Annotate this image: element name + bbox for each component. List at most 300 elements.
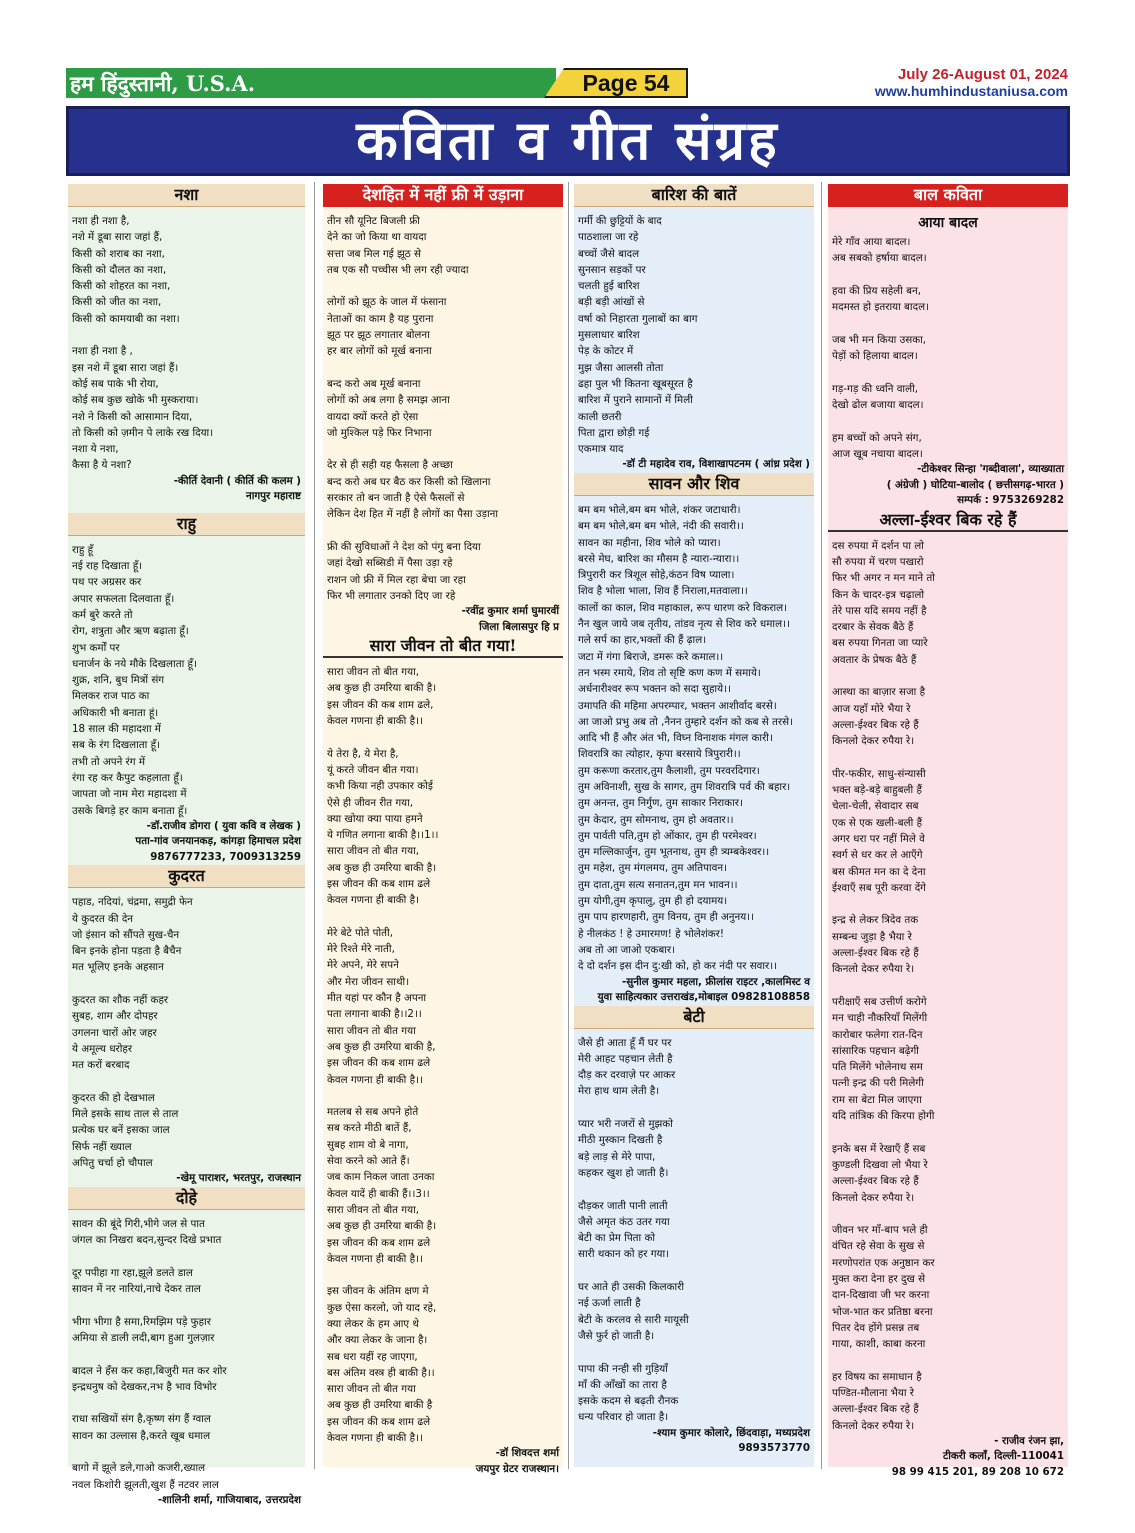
column-4 bbox=[828, 184, 1068, 1478]
poem-line bbox=[832, 1206, 1064, 1222]
poem-line: जैसे फुर्र हो जाती है। bbox=[578, 1329, 655, 1342]
poem-line bbox=[832, 896, 1064, 912]
poem-line: केवल गणना ही बाकी है।। bbox=[327, 1073, 423, 1086]
poem-line: राहु हूँ bbox=[72, 543, 94, 556]
poem-line: सिर्फ नहीं ख्याल bbox=[72, 1140, 132, 1153]
poem-line: 18 साल की महादशा में bbox=[72, 723, 161, 736]
poem-line: बादल ने हँस कर कहा,बिजुरी मत कर शोर bbox=[72, 1364, 227, 1377]
poem-line: राशन जो फ्री में मिल रहा बेचा जा रहा bbox=[327, 573, 466, 586]
poem-line: रोग, शत्रुता और ऋण बढ़ाता हूँ। bbox=[72, 625, 189, 638]
poem-line: शुक्र, शनि, बुध मित्रों संग bbox=[72, 674, 165, 687]
poem-line: प्रत्येक घर बनें इसका जाल bbox=[72, 1124, 170, 1137]
poem-line bbox=[72, 1444, 301, 1460]
poem-line bbox=[578, 1100, 810, 1116]
poem-line: हवा की प्रिय सहेली बन, bbox=[832, 284, 921, 297]
poem-line: हर विषय का समाधान है bbox=[832, 1370, 922, 1383]
poem-line: ऐसे ही जीवन रीत गया, bbox=[327, 796, 414, 809]
poem-line: कर्म बुरे करते तो bbox=[72, 608, 133, 621]
poem-line: लोगों को झूठ के जाल में फंसाना bbox=[327, 296, 447, 309]
poem-line: और क्या लेकर के जाना है। bbox=[327, 1334, 428, 1347]
poem-line: ढहा पुल भी कितना खूबसूरत है bbox=[578, 377, 693, 390]
poem-line: सारा जीवन तो बीत गया, bbox=[327, 1203, 420, 1216]
poem-line: झूठ पर झूठ लगातार बोलना bbox=[327, 329, 430, 342]
poem-line: नशा ये नशा, bbox=[72, 443, 119, 456]
poem-line: जटा में गंगा बिराजे, डमरू करे कमाल।। bbox=[578, 650, 724, 663]
poem-line bbox=[72, 1248, 301, 1264]
poem-line: नेताओं का काम है यह पुराना bbox=[327, 312, 434, 325]
poem-line: शुभ कर्मों पर bbox=[72, 641, 120, 654]
poem-line: कुछ ऐसा करलो, जो याद रहे, bbox=[327, 1301, 437, 1314]
poem-line: सम्बन्ध जुड़ा है भैया रे bbox=[832, 930, 912, 943]
poem-line: अब तो आ जाओ एकबार। bbox=[578, 943, 676, 956]
poem-line: इस नशे में डूबा सारा जहां हैं। bbox=[72, 361, 179, 374]
poem-line bbox=[72, 1074, 301, 1090]
poem-line: बच्चों जैसे बादल bbox=[578, 247, 640, 260]
poem-line: यदि तांत्रिक की किरपा होगी bbox=[832, 1110, 935, 1123]
column-divider bbox=[314, 182, 315, 1469]
poem-line: अब कुछ ही उमरिया बाकी है। bbox=[327, 682, 437, 695]
poem-line: किनलो देकर रुपैया रे। bbox=[832, 1191, 915, 1204]
poem-line: वर्षा को निहारता गुलाबों का बाग bbox=[578, 312, 698, 325]
poem-body bbox=[323, 213, 563, 604]
poem-title: बाल कविता bbox=[828, 184, 1068, 207]
poem-line: पीर-फकीर, साधु-संन्यासी bbox=[832, 767, 926, 780]
poem-line: पाठशाला जा रहे bbox=[578, 231, 639, 244]
poem-line: बेटी के करलव से सारी मायूसी bbox=[578, 1313, 689, 1326]
poem-line: तुम पाप हारणहारी, तुम विनय, तुम ही अनुनय।। bbox=[578, 911, 754, 924]
poem-line: जापता जो नाम मेरा महादशा में bbox=[72, 788, 187, 801]
poem-line: मुक्त करा देना हर दुख से bbox=[832, 1273, 926, 1286]
poem-line bbox=[327, 909, 559, 925]
poet-credit: -टीकेश्वर सिन्हा 'गब्दीवाला', व्याख्याता bbox=[917, 463, 1064, 476]
poem-line: पेड़ों को हिलाया बादल। bbox=[832, 350, 918, 363]
poem-line: दूर पपीहा गा रहा,झूले डलते डाल bbox=[72, 1266, 193, 1279]
poem-line: गर्मी की छुट्टियों के बाद bbox=[578, 215, 662, 227]
poem-line: जब काम निकल जाता उनका bbox=[327, 1171, 435, 1184]
poem-line: तभी तो अपने रंग में bbox=[72, 755, 145, 768]
poem-line: मेरे गाँव आया बादल। bbox=[832, 236, 911, 248]
section-banner bbox=[66, 106, 1070, 176]
poem-line: कोई सब कुछ खोके भी मुस्कराया। bbox=[72, 394, 199, 407]
poem-line: फ्री की सुविधाओं ने देश को पंगु बना दिया bbox=[327, 540, 481, 553]
poem-line: सुनसान सड़कों पर bbox=[578, 263, 646, 276]
poet-credit: -सुनील कुमार महला, फ्रीलांस राइटर ,कालमिस्ट व bbox=[622, 975, 810, 988]
poet-location: नागपुर महाराष्ट bbox=[245, 490, 301, 503]
poem-line: सेवा करने को आते हैं। bbox=[327, 1155, 410, 1168]
poet-location: ( अंग्रेजी ) घोटिया-बालोद ( छत्तीसगढ़-भारत ) bbox=[886, 478, 1064, 491]
poem-line: हर बार लोगों को मूर्ख बनाना bbox=[327, 345, 432, 358]
poem-line: नई राह दिखाता हूँ। bbox=[72, 560, 143, 573]
poem-line: कुदरत की हो देखभाल bbox=[72, 1091, 155, 1104]
poem-line: तुम अनन्त, तुम निर्गुण, तुम साकार निराकार। bbox=[578, 797, 743, 810]
poem-line: फिर भी लगातार उनको दिए जा रहे bbox=[327, 589, 456, 602]
poem-title: सारा जीवन तो बीत गया! bbox=[323, 635, 563, 658]
poem-line: मेरे अपने, मेरे सपने bbox=[327, 959, 399, 972]
poem-line: अब कुछ ही उमरिया बाकी है। bbox=[327, 861, 437, 874]
poem-line bbox=[832, 1353, 1064, 1369]
poem-line: बड़ी बड़ी आंखों से bbox=[578, 296, 645, 309]
column-divider bbox=[821, 182, 822, 1469]
poem-line: राधा सखियों संग है,कृष्ण संग हैं ग्वाल bbox=[72, 1413, 211, 1426]
poem-line bbox=[832, 267, 1064, 283]
poem-line: नैन खुल जाये जब तृतीय, तांडव नृत्य से शिव करे धमाल।। bbox=[578, 618, 790, 631]
column-1 bbox=[68, 184, 305, 1506]
poem-line: मत करों बरबाद bbox=[72, 1059, 130, 1072]
column-divider bbox=[568, 182, 569, 1469]
poem-line: दरबार के सेवक बैठे हैं bbox=[832, 621, 914, 634]
poet-credit: -श्याम कुमार कोलारे, छिंदवाड़ा, मध्यप्रदेश bbox=[652, 1426, 810, 1439]
issue-date: July 26-August 01, 2024 bbox=[897, 66, 1068, 83]
poem-line: बम बम भोले,बम बम भोले, नंदी की सवारी।। bbox=[578, 520, 744, 533]
poet-phone: 98 99 415 201, 89 208 10 672 bbox=[891, 1465, 1064, 1478]
poem-line bbox=[327, 1267, 559, 1283]
poem-line: कैसा है ये नशा? bbox=[72, 459, 132, 472]
poem-title: कुदरत bbox=[68, 865, 305, 888]
poem-line: देखो ढोल बजाया बादल। bbox=[832, 398, 924, 411]
poet-phone: सम्पर्क : 9753269282 bbox=[957, 494, 1064, 507]
poem-line: दान-दिखावा जी भर करना bbox=[832, 1289, 930, 1302]
poem-body bbox=[828, 234, 1068, 462]
poem-line: बस अंतिम वस्त्र ही बाकी है।। bbox=[327, 1366, 435, 1379]
poet-location: जयपुर ग्रेटर राजस्थान। bbox=[475, 1462, 559, 1475]
poem-line: सावन की बूंदे गिरी,भीगे जल से पात bbox=[72, 1217, 205, 1230]
poem-line: जो इंसान को सौंपते सुख-चैन bbox=[72, 928, 180, 941]
poem-line: बन्द करो अब घर बैठ कर किसी को खिलाना bbox=[327, 475, 491, 488]
poet-credit: - राजीव रंजन झा, bbox=[994, 1434, 1064, 1447]
poem-line: बस रुपया गिनता जा प्यारे bbox=[832, 637, 928, 650]
poet-credit: -डॉ.राजीव डोगरा ( युवा कवि व लेखक ) bbox=[146, 819, 301, 832]
poem-body bbox=[323, 664, 563, 1446]
poem-line: बेटी का प्रेम पिता को bbox=[578, 1232, 656, 1245]
poem-line: अब कुछ ही उमरिया बाकी है। bbox=[327, 1220, 437, 1233]
poem-line: मेरे बेटे पोते पोती, bbox=[327, 926, 393, 939]
poem-line: मदमस्त हो इतराया बादल। bbox=[832, 301, 929, 314]
poem-title: देशहित में नहीं फ्री में उड़ाना bbox=[323, 184, 563, 207]
poet-phone: 9893573770 bbox=[738, 1442, 810, 1455]
poem-line: तन भस्म रमाये, शिव तो सृष्टि कण कण में समाये। bbox=[578, 666, 761, 679]
poem-line: आदि भी हैं और अंत भी, विघ्न विनाशक मंगल कारी। bbox=[578, 732, 773, 745]
poem-line: अपार सफलता दिलवाता हूँ। bbox=[72, 592, 175, 605]
poem-line: किसी को शोहरत का नशा, bbox=[72, 280, 171, 293]
poem-title: बारिश की बातें bbox=[574, 184, 814, 207]
poem-line: इन्द्रधनुष को देखकर,नभ है भाव विभोर bbox=[72, 1380, 217, 1393]
poem-line: मिले इसके साथ ताल से ताल bbox=[72, 1108, 179, 1121]
poem-line: गले सर्प का हार,भक्तों की हैं ढ़ाल। bbox=[578, 634, 707, 647]
poem-line: तब एक सौ पच्चीस भी लग रही ज्यादा bbox=[327, 263, 469, 276]
poem-line: जब भी मन किया उसका, bbox=[832, 333, 927, 346]
poem-line: बस कीमत मन का दे देना bbox=[832, 865, 926, 878]
poem-title: राहु bbox=[68, 513, 305, 536]
poem-line: पति मिलेंगे भोलेनाथ सम bbox=[832, 1061, 923, 1074]
poet-credit: -डॉ शिवदत्त शर्मा bbox=[495, 1447, 559, 1460]
poem-line: लोगों को अब लगा है समझ आना bbox=[327, 394, 450, 407]
poem-line: मत भूलिए इनके अहसान bbox=[72, 961, 164, 974]
poem-line: अल्ला-ईश्वर बिक रहे हैं bbox=[832, 1403, 919, 1416]
poem-line: आज खूब नचाया बादल। bbox=[832, 447, 923, 460]
poem-line: नशा ही नशा है , bbox=[72, 345, 133, 358]
poem-line: जंगल का निखरा बदन,सुन्दर दिखे प्रभात bbox=[72, 1234, 222, 1247]
poet-credit: -रवींद्र कुमार शर्मा घुमारवीं bbox=[461, 605, 559, 618]
poet-credit: -खेमू पाराशर, भरतपुर, राजस्थान bbox=[176, 1172, 301, 1185]
poem-line: प्यार भरी नजरों से मुझको bbox=[578, 1118, 673, 1131]
poem-line: मिलकर राज पाठ का bbox=[72, 690, 150, 703]
poem-line: लेकिन देश हित में नहीं है लोगों का पैसा उड़ाना bbox=[327, 508, 499, 521]
poem-line: दे दो दर्शन इस दीन दु:खी को, हो कर नंदी पर सवार।। bbox=[578, 960, 778, 973]
poem-line: अल्ला-ईश्वर बिक रहे हैं bbox=[832, 718, 919, 731]
poem-line: इस जीवन की कब शाम ढले bbox=[327, 1415, 431, 1428]
masthead-title: हम हिंदुस्तानी, U.S.A. bbox=[70, 71, 256, 96]
poem-body bbox=[68, 213, 305, 474]
poem-line: दौड़कर जाती पानी लाती bbox=[578, 1199, 668, 1212]
poem-line: तीन सौ यूनिट बिजली फ्री bbox=[327, 215, 420, 227]
poem-line: इन्द्र से लेकर त्रिदेव तक bbox=[832, 914, 919, 927]
poem-line bbox=[578, 1181, 810, 1197]
poem-line: बरसे मेघ, बारिश का मौसम है न्यारा-न्यारा।। bbox=[578, 552, 740, 565]
poem-line: तुम मल्लिकार्जुन, तुम भूतनाथ, तुम ही त्र्यम्बकेश्वर।। bbox=[578, 846, 770, 859]
poem-line: रंगा रह कर कैपुट कहलाता हूँ। bbox=[72, 771, 183, 784]
poem-line: राम सा बेटा मिल जाएगा bbox=[832, 1093, 922, 1106]
poem-line bbox=[832, 978, 1064, 994]
poem-line: मीत यहां पर कौन है अपना bbox=[327, 992, 427, 1005]
poet-phone: 9876777233, 7009313259 bbox=[150, 850, 301, 863]
poet-contact: युवा साहित्यकार उत्तराखंड,मोबाइल 09828108858 bbox=[597, 991, 810, 1004]
poem-line bbox=[72, 1395, 301, 1411]
poem-line: हे नीलकंठ ! हे उमारमण! हे भोलेशंकर! bbox=[578, 927, 724, 940]
poem-line: और मेरा जीवन साथी। bbox=[327, 975, 410, 988]
poem-line: किसी को जीत का नशा, bbox=[72, 296, 162, 309]
poem-line: केवल यादें ही बाकी हैं।।3।। bbox=[327, 1187, 430, 1200]
poem-line: अर्धनारीश्वर रूप भक्तन को सदा सुहाये।। bbox=[578, 683, 731, 696]
poem-line bbox=[327, 441, 559, 457]
poem-line: किनलो देकर रुपैया रे। bbox=[832, 1419, 915, 1432]
poem-line bbox=[832, 315, 1064, 331]
poem-line: सब के रंग दिखलाता हूँ। bbox=[72, 739, 160, 752]
poem-line bbox=[832, 750, 1064, 766]
poem-line: बागो में झूले डले,गाओ कजरी,ख्याल bbox=[72, 1462, 206, 1475]
poem-line: ये तेरा है, ये मेरा है, bbox=[327, 747, 399, 760]
poem-body bbox=[68, 894, 305, 1171]
poem-line: माँ की आँखों का तारा है bbox=[578, 1378, 667, 1391]
poem-line: दौड़ कर दरवाज़े पर आकर bbox=[578, 1069, 676, 1082]
poem-line: इसके कदम से बढ़ती रौनक bbox=[578, 1395, 679, 1408]
poem-line bbox=[832, 668, 1064, 684]
poem-line: बन्द करो अब मूर्ख बनाना bbox=[327, 377, 421, 390]
poem-line: मेरी आहट पहचान लेती है bbox=[578, 1052, 673, 1065]
poem-line: हम बच्चों को अपने संग, bbox=[832, 431, 922, 444]
poem-line: सब करते मीठी बातें हैं, bbox=[327, 1122, 412, 1135]
poem-line: दस रुपया में दर्शन पा लो bbox=[832, 539, 924, 552]
poem-line: कभी किया नही उपकार कोई bbox=[327, 780, 433, 793]
poem-line: देने का जो किया था वायदा bbox=[327, 231, 427, 244]
poem-line bbox=[832, 413, 1064, 429]
poem-line: केवल गणना ही बाकी है।। bbox=[327, 1252, 423, 1265]
poem-line: तुम करूणा करतार,तुम कैलाशी, तुम परवरदिगार। bbox=[578, 764, 760, 777]
poem-line: ये अमूल्य धरोहर bbox=[72, 1042, 133, 1055]
poem-line: यूं करते जीवन बीत गया। bbox=[327, 763, 419, 776]
poem-line: एकमात्र याद bbox=[578, 443, 624, 456]
poem-title: सावन और शिव bbox=[574, 473, 814, 496]
poet-location: जिला बिलासपुर हि प्र bbox=[479, 620, 559, 633]
poem-line: आज यहाँ मोरे भैया रे bbox=[832, 702, 911, 715]
poem-line: पितर देव होंगे प्रसन्न तब bbox=[832, 1321, 920, 1334]
poem-line: तुम अविनाशी, सुख के सागर, तुम शिवरात्रि पर्व की बहार। bbox=[578, 781, 791, 793]
poem-line: कुदरत का शौक नहीं कहर bbox=[72, 994, 169, 1007]
poem-line: तुम योगी,तुम कृपालु, तुम ही हो दयामय। bbox=[578, 895, 728, 908]
poem-line: सत्ता जब मिल गई झूठ से bbox=[327, 247, 422, 260]
poem-line: शिवरात्रि का त्योहार, कृपा बरसाये त्रिपुरारी।। bbox=[578, 748, 741, 761]
poem-line: सारा जीवन तो बीत गया bbox=[327, 1024, 416, 1037]
poem-line: सारा जीवन तो बीत गया, bbox=[327, 845, 420, 858]
poem-line: पापा की नन्ही सी गुड़ियाँ bbox=[578, 1362, 668, 1375]
poem-line: अब कुछ ही उमरिया बाकी है bbox=[327, 1399, 433, 1412]
poem-line: सारा जीवन तो बीत गया, bbox=[327, 666, 420, 679]
banner-title: कविता व गीत संग्रह bbox=[356, 109, 780, 172]
poem-line: क्या लेकर के हम आए थे bbox=[327, 1318, 419, 1330]
poem-line: मरणोपरांत एक अनुष्ठान कर bbox=[832, 1256, 935, 1269]
poem-line: ये कुदरत की देन bbox=[72, 912, 134, 925]
poem-line: परीक्षाएँ सब उत्तीर्ण करोगे bbox=[832, 995, 927, 1008]
poem-line: काली छतरी bbox=[578, 410, 622, 423]
poem-line: कुण्डली दिखवा लो भैया रे bbox=[832, 1158, 928, 1171]
poem-line: भोज-भात कर प्रतिष्ठा बरना bbox=[832, 1305, 933, 1318]
poem-line: तेरे पास यदि समय नहीं है bbox=[832, 604, 927, 617]
poem-line: जो मुश्किल पड़े फिर निभाना bbox=[327, 426, 432, 439]
poem-line: तुम पार्वती पति,तुम हो ओंकार, तुम ही परमेश्वर। bbox=[578, 829, 757, 842]
poem-line: वायदा क्यों करते हो ऐसा bbox=[327, 410, 419, 423]
poem-line: मुसलाधार बारिश bbox=[578, 329, 640, 342]
poem-line: सब धरा यहीं रह जाएगा, bbox=[327, 1350, 418, 1363]
poem-line bbox=[832, 364, 1064, 380]
poem-line: सौ रुपया में चरण पखारो bbox=[832, 555, 924, 568]
poem-line: शिव है भोला भाला, शिव हैं निराला,मतवाला।। bbox=[578, 585, 748, 598]
poem-title: नशा bbox=[68, 184, 305, 207]
poem-line: सारा जीवन तो बीत गया bbox=[327, 1383, 416, 1396]
website-link[interactable]: www.humhindustaniusa.com bbox=[874, 83, 1068, 99]
poet-location: पता-गांव जनयानकड़, कांगड़ा हिमाचल प्रदेश bbox=[135, 835, 301, 848]
poem-line bbox=[578, 1263, 810, 1279]
poem-line: केवल गणना ही बाकी है।। bbox=[327, 715, 423, 728]
poem-line: मेरा हाथ थाम लेती है। bbox=[578, 1085, 660, 1098]
poem-line: पता लगाना बाकी है।।2।। bbox=[327, 1008, 422, 1021]
poem-line: कहकर खुश हो जाती है। bbox=[578, 1166, 669, 1179]
poem-line: इस जीवन की कब शाम ढले bbox=[327, 877, 431, 890]
poem-line: चेला-चेली, सेवादार सब bbox=[832, 800, 919, 813]
poem-line: पथ पर अग्रसर कर bbox=[72, 576, 142, 589]
poem-title: दोहे bbox=[68, 1187, 305, 1210]
poem-line: अल्ला-ईश्वर बिक रहे हैं bbox=[832, 947, 919, 960]
poem-line: भीगा भीगा है समा,रिमझिम पड़े फुहार bbox=[72, 1315, 211, 1328]
poet-credit: -डॉ टी महादेव राव, विशाखापटनम ( आंध्र प्रदेश ) bbox=[622, 458, 810, 471]
poem-line: तुम केदार, तुम सोमनाथ, तुम हो अवतार।। bbox=[578, 813, 734, 826]
poem-line: सावन का महीना, शिव भोले को प्यारा। bbox=[578, 536, 721, 549]
poem-line bbox=[72, 327, 301, 343]
poem-body bbox=[574, 502, 814, 975]
poem-line: त्रिपुरारी कर त्रिशूल सोहे,कंठन विष प्याला। bbox=[578, 569, 735, 582]
poem-line: पहाड, नदियां, चंद्रमा, समुद्री फेन bbox=[72, 896, 193, 909]
poem-line: मीठी मुस्कान दिखती है bbox=[578, 1134, 663, 1147]
poem-line: सुबह शाम वो बे नागा, bbox=[327, 1138, 409, 1151]
poem-line: पिता द्वारा छोड़ी गई bbox=[578, 426, 650, 439]
poem-title: बेटी bbox=[574, 1006, 814, 1029]
poem-line: जहां देखो सब्सिडी में पैसा उड़ा रहे bbox=[327, 557, 453, 570]
poem-line: किसी को शराब का नशा, bbox=[72, 247, 165, 260]
poem-line: अधिकारी भी बनाता हूं। bbox=[72, 706, 159, 719]
poem-line: बम बम भोले,बम बम भोले, शंकर जटाधारी। bbox=[578, 503, 741, 516]
poem-line: इस जीवन की कब शाम ढले, bbox=[327, 698, 434, 711]
poem-line: इस जीवन की कब शाम ढले bbox=[327, 1057, 431, 1070]
poem-line: अवतार के प्रेषक बैठे हैं bbox=[832, 653, 917, 666]
poem-line: सारी थकान को हर गया। bbox=[578, 1248, 670, 1261]
poem-line: एक से एक खली-बली हैं bbox=[832, 816, 923, 829]
poem-line: भक्त बड़े-बड़े बाहुबली हैं bbox=[832, 784, 922, 797]
poem-line: जैसे अमृत कंठ उतर गया bbox=[578, 1215, 670, 1228]
poem-line bbox=[72, 1346, 301, 1362]
poem-line: धन्य परिवार हो जाता है। bbox=[578, 1411, 669, 1424]
poem-line: क्या खोया क्या पाया हमने bbox=[327, 812, 423, 825]
poem-line: कालों का काल, शिव महाकाल, रूप धारण करे विकराल। bbox=[578, 601, 788, 614]
poem-line bbox=[327, 1088, 559, 1104]
poem-line bbox=[327, 523, 559, 539]
poem-line bbox=[327, 278, 559, 294]
poem-line: वंचित रहे सेवा के सुख से bbox=[832, 1240, 925, 1253]
poet-location: टीकरी कलाँ, दिल्ली-110041 bbox=[943, 1450, 1064, 1463]
poem-line: किनलो देकर रुपैया रे। bbox=[832, 735, 915, 748]
poem-line: अब सबको हर्षाया बादल। bbox=[832, 252, 927, 265]
poem-line: ईश्वाएँ सब पूरी करवा देंगे bbox=[832, 881, 926, 894]
poem-line: सावन का उल्लास है,करते खूब धमाल bbox=[72, 1429, 211, 1442]
poem-line: धनार्जन के नये मौके दिखलाता हूँ। bbox=[72, 657, 197, 670]
poem-line: इस जीवन के अंतिम क्षण मे bbox=[327, 1285, 429, 1298]
poem-line: अपितु चर्चा हो चौपाल bbox=[72, 1157, 153, 1170]
poem-line: देर से ही सही यह फैसला है अच्छा bbox=[327, 459, 453, 472]
poem-line: अल्ला-ईश्वर बिक रहे हैं bbox=[832, 1175, 919, 1188]
poem-line: पेड़ के कोटर में bbox=[578, 345, 634, 358]
poem-line: मुझ जैसा आलसी तोता bbox=[578, 361, 664, 374]
poem-body bbox=[574, 213, 814, 457]
poem-line: आस्था का बाज़ार सजा है bbox=[832, 686, 926, 699]
poem-line: केवल गणना ही बाकी है। bbox=[327, 894, 419, 907]
poem-body bbox=[574, 1035, 814, 1426]
poem-line: नशे में डूबा सारा जहां हैं, bbox=[72, 231, 163, 244]
poem-line bbox=[327, 729, 559, 745]
poem-line: नवल किशोरी झूलती,खुश हैं नटवर लाल bbox=[72, 1478, 219, 1491]
poem-subtitle: आया बादल bbox=[918, 215, 978, 231]
poem-line: अब कुछ ही उमरिया बाकी है, bbox=[327, 1040, 436, 1053]
poem-line bbox=[72, 976, 301, 992]
poem-line bbox=[832, 1124, 1064, 1140]
poem-line: कोई सब पाके भी रोया, bbox=[72, 377, 159, 390]
poem-line: नशा ही नशा है, bbox=[72, 215, 130, 227]
poem-line: उगलना चारों ओर जहर bbox=[72, 1026, 157, 1039]
poem-line: चलती हुई बारिश bbox=[578, 280, 640, 293]
poem-line: मन चाही नौकरियाँ मिलेंगी bbox=[832, 1012, 928, 1025]
column-2 bbox=[323, 184, 563, 1475]
poem-line: इनके बस में रेखाएँ हैं सब bbox=[832, 1142, 926, 1155]
poem-line: नशे ने किसी को आसामान दिया, bbox=[72, 410, 193, 423]
poem-line: फिर भी अगर न मन माने तो bbox=[832, 572, 935, 585]
poem-line: उसके बिगड़े हर काम बनाता हूँ। bbox=[72, 804, 188, 817]
poem-line: पत्नी इन्द्र की परी मिलेगी bbox=[832, 1077, 924, 1090]
poem-line: मेरे रिश्ते मेरे नाती, bbox=[327, 943, 395, 956]
poet-credit: -कीर्ति देवानी ( कीर्ति की कलम ) bbox=[173, 474, 301, 487]
poem-line: नई ऊर्जा लाती है bbox=[578, 1297, 641, 1310]
masthead-bar bbox=[66, 66, 1070, 100]
poem-line: किसी को दौलत का नशा, bbox=[72, 263, 167, 276]
poem-line: तुम दाता,तुम सत्य सनातन,तुम मन भावन।। bbox=[578, 878, 738, 891]
poem-line: ये गणित लगाना बाकी है।।1।। bbox=[327, 829, 439, 842]
poem-line: जैसे ही आता हूँ मैं घर पर bbox=[578, 1036, 672, 1049]
poem-body bbox=[828, 538, 1068, 1434]
